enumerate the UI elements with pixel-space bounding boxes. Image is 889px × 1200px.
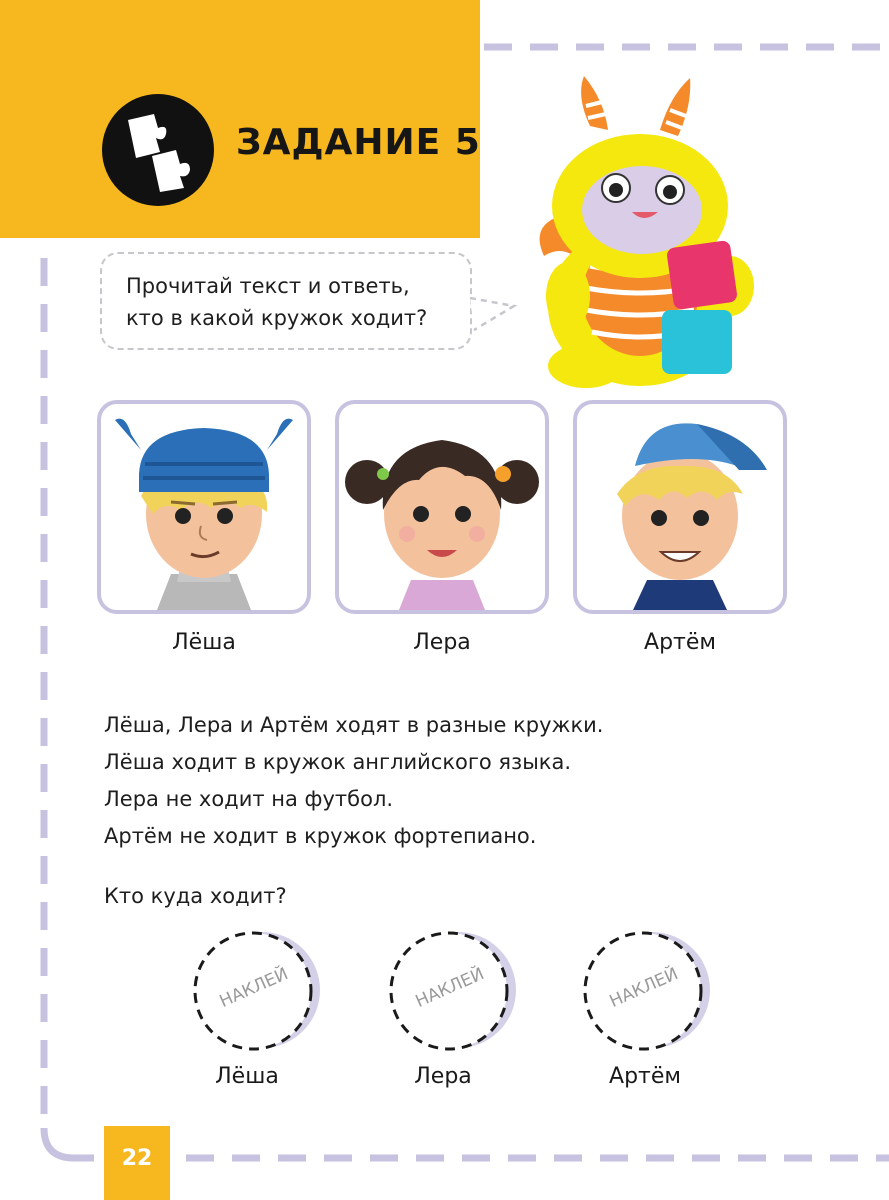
boy-in-blue-hat-illustration — [101, 404, 307, 610]
text-line: Лера не ходит на футбол. — [104, 787, 394, 811]
speech-bubble — [100, 252, 472, 350]
text-line: Артём не ходит в кружок фортепиано. — [104, 824, 537, 848]
portrait-card-lesha — [97, 400, 311, 614]
sticker-name: Лёша — [215, 1064, 279, 1089]
sticker-name: Артём — [609, 1064, 681, 1089]
portrait-card-lera — [335, 400, 549, 614]
boy-in-blue-cap-illustration — [577, 404, 783, 610]
bubble-tail — [468, 294, 518, 334]
sticker-slot[interactable] — [580, 928, 710, 1058]
page-number: 22 — [121, 1146, 153, 1171]
toy-creature-illustration — [520, 66, 780, 396]
bubble-text-line: кто в какой кружок ходит? — [126, 306, 428, 330]
page-number-badge — [104, 1126, 170, 1200]
sticker-label: НАКЛЕЙ — [412, 964, 488, 1012]
portrait-name: Лёша — [172, 630, 236, 655]
portrait-name: Лера — [413, 630, 471, 655]
text-line: Лёша, Лера и Артём ходят в разные кружки. — [104, 713, 604, 737]
sticker-label: НАКЛЕЙ — [216, 964, 292, 1012]
sticker-name: Лера — [414, 1064, 472, 1089]
portrait-card-artem — [573, 400, 787, 614]
question-text: Кто куда ходит? — [104, 884, 287, 908]
puzzle-icon — [102, 94, 214, 206]
portrait-name: Артём — [644, 630, 716, 655]
sticker-slot[interactable] — [190, 928, 320, 1058]
sticker-label: НАКЛЕЙ — [606, 964, 682, 1012]
header-banner — [0, 0, 480, 238]
bubble-text-line: Прочитай текст и ответь, — [126, 274, 410, 298]
text-line: Лёша ходит в кружок английского языка. — [104, 750, 572, 774]
sticker-slot[interactable] — [386, 928, 516, 1058]
page-title: ЗАДАНИЕ 5 — [236, 122, 481, 163]
girl-with-pigtails-illustration — [339, 404, 545, 610]
